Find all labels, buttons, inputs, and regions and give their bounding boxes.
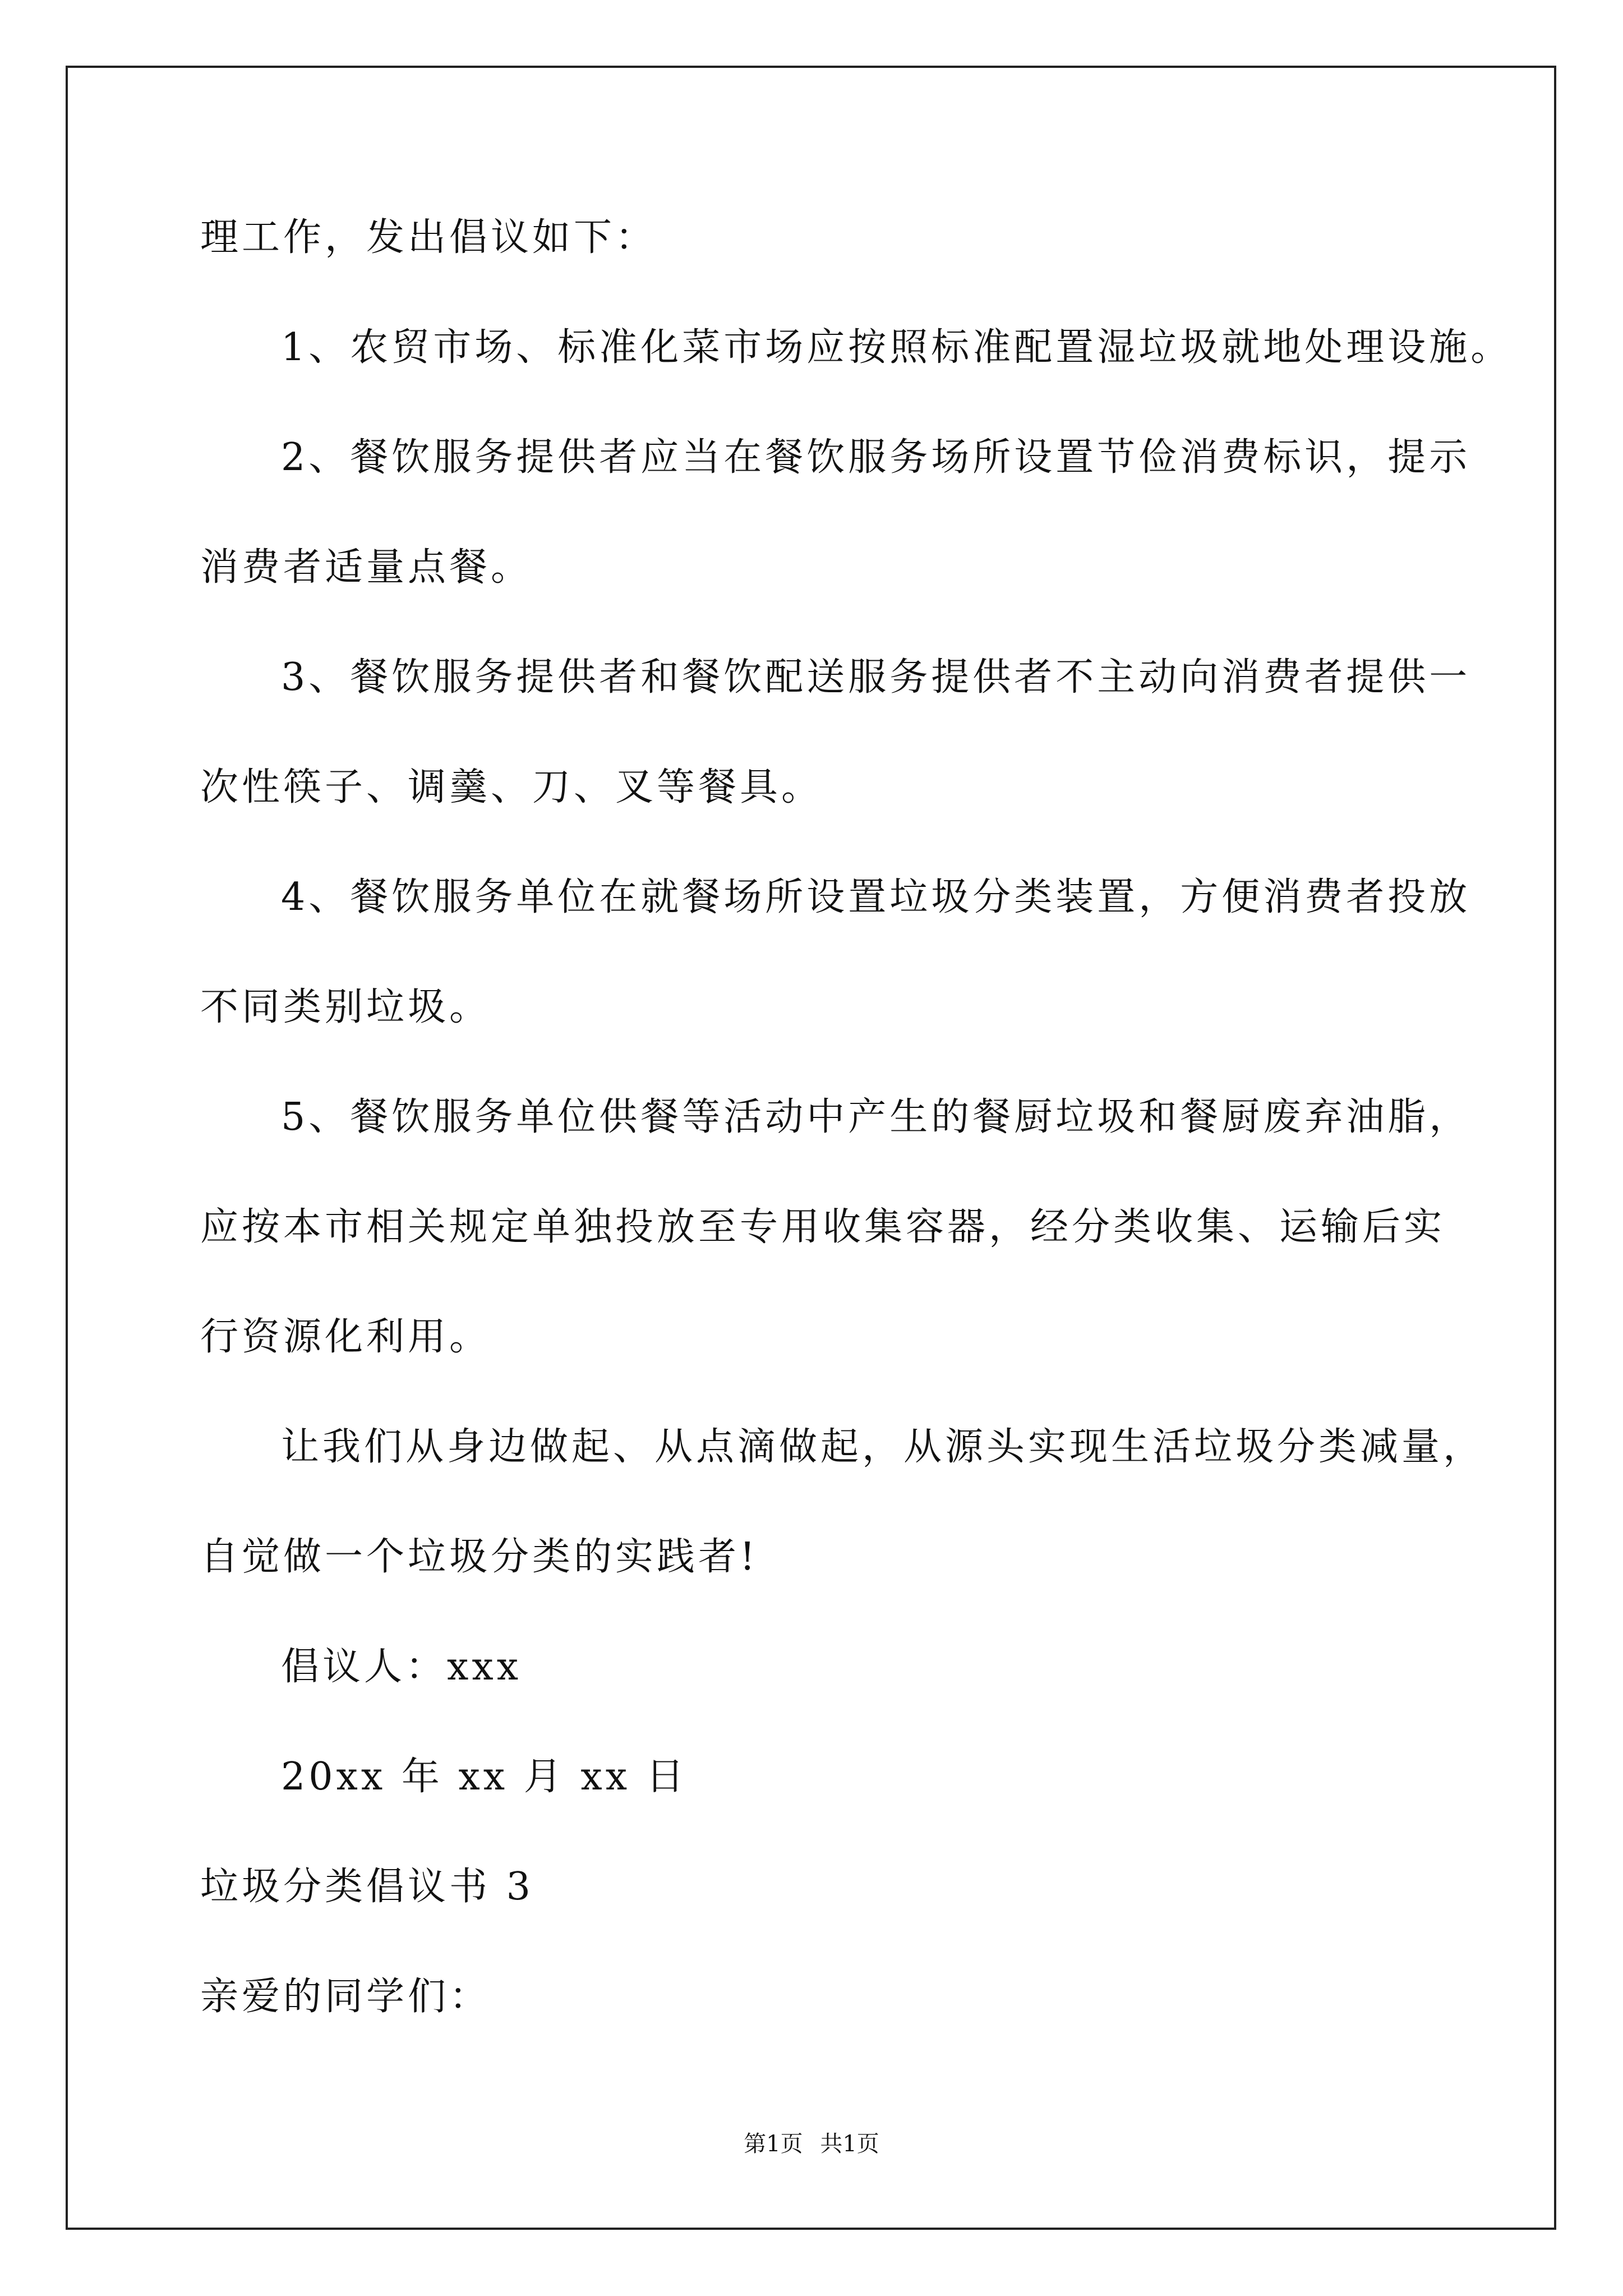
text-line: 5、餐饮服务单位供餐等活动中产生的餐厨垃圾和餐厨废弃油脂， bbox=[281, 1095, 1471, 1139]
text-line: 2、餐饮服务提供者应当在餐饮服务场所设置节俭消费标识，提示 bbox=[281, 435, 1471, 480]
text-line: 自觉做一个垃圾分类的实践者! bbox=[200, 1535, 759, 1579]
text-line: 1、农贸市场、标准化菜市场应按照标准配置湿垃圾就地处理设施。 bbox=[281, 325, 1513, 370]
text-line: 应按本市相关规定单独投放至专用收集容器，经分类收集、运输后实 bbox=[200, 1205, 1446, 1249]
text-line: 消费者适量点餐。 bbox=[200, 545, 533, 590]
text-line: 倡议人：xxx bbox=[281, 1645, 522, 1689]
text-line: 20xx 年 xx 月 xx 日 bbox=[281, 1755, 688, 1799]
text-line: 3、餐饮服务提供者和餐饮配送服务提供者不主动向消费者提供一 bbox=[281, 655, 1471, 700]
text-line: 次性筷子、调羹、刀、叉等餐具。 bbox=[200, 765, 823, 809]
salutation: 亲爱的同学们： bbox=[200, 1975, 491, 2019]
text-line: 不同类别垃圾。 bbox=[200, 985, 491, 1029]
section-title: 垃圾分类倡议书 3 bbox=[200, 1865, 534, 1909]
text-line: 让我们从身边做起、从点滴做起，从源头实现生活垃圾分类减量， bbox=[281, 1425, 1485, 1469]
text-line: 理工作，发出倡议如下： bbox=[200, 215, 657, 260]
page-footer: 第1页 共1页 bbox=[744, 2131, 879, 2157]
text-line: 4、餐饮服务单位在就餐场所设置垃圾分类装置，方便消费者投放 bbox=[281, 875, 1471, 919]
text-line: 行资源化利用。 bbox=[200, 1315, 491, 1359]
